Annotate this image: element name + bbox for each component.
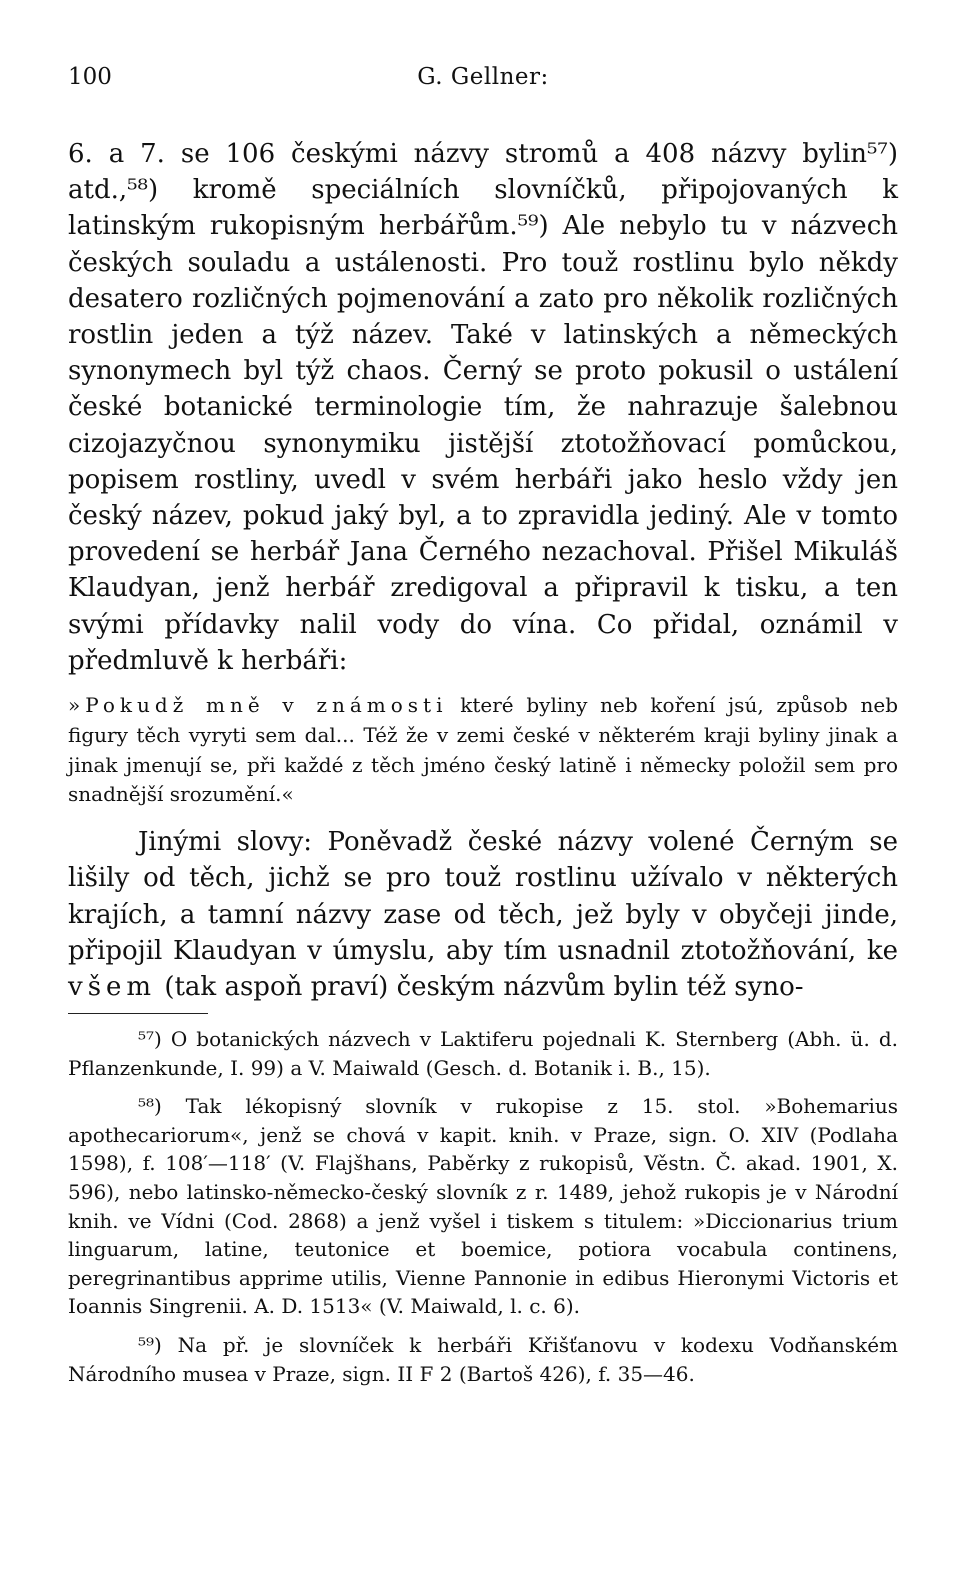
running-title: G. Gellner: [417,64,549,90]
paragraph-2-end: (tak aspoň praví) českým názvům bylin též syno- [156,972,804,1003]
footnote-58: ⁵⁸) Tak lékopisný slovník v rukopise z 15. stol. »Bohemarius apothecariorum«, jenž se chová v kapit. knih. v Praze, sign. O. XIV (Podlaha 1598), f. 108′—118′ (V. Flajšhans, Paběrky z rukopisů, Věstn. Č. akad. 1901, X. 596), nebo latinsko-německo-český slovník z r. 1489, jehož rukopis je v Národní knih. ve Vídni (Cod. 2868) a jenž vyšel i tiskem s titulem: »Diccionarius trium linguarum, latine, teutonice et boemice, potiora vocabula continens, peregrinantibus apprime utilis, Vienne Pannonie in edibus Hieronymi Victoris et Ioannis Singrenii. A. D. 1513« (V. Maiwald, l. c. 6). [68,1094,898,1319]
footnote-59: ⁵⁹) Na př. je slovníček k herbáři Křišťanovu v kodexu Vodňanském Národního musea v Praze, sign. II F 2 (Bartoš 426), f. 35—46. [68,1332,898,1386]
paragraph-2-emphasis: všem [68,972,157,1003]
quotation [68,691,898,810]
quote-paragraph [68,691,898,810]
footnote-separator [68,1013,208,1014]
paragraph-2 [68,824,898,1005]
footnote-57: ⁵⁷) O botanických názvech v Laktiferu pojednali K. Sternberg (Abh. ü. d. Pflanzenkunde, I. 99) a V. Maiwald (Gesch. d. Botanik i. B., 15). [68,1027,898,1080]
page-number: 100 [68,64,112,90]
paragraph-1: 6. a 7. se 106 českými názvy stromů a 408 názvy bylin⁵⁷) atd.,⁵⁸) kromě speciálních slovníčků, připojovaných k latinským rukopisným herbářům.⁵⁹) Ale nebylo tu v názvech českých souladu a ustálenosti. Pro touž rostlinu bylo někdy desatero rozličných pojmenování a zato pro několik rozličných rostlin jeden a týž název. Také v latinských a německých synonymech byl týž chaos. Černý se proto pokusil o ustálení české botanické terminologie tím, že nahrazuje šalebnou cizojazyčnou synonymiku jistější ztotožňovací pomůckou, popisem rostliny, uvedl v svém herbáři jako heslo vždy jen český název, pokud jaký byl, a to zpravidla jediný. Ale v tomto provedení se herbář Jana Černého nezachoval. Přišel Mikuláš Klaudyan, jenž herbář zredigoval a připravil k tisku, a ten svými přídavky nalil vody do vína. Co přidal, oznámil v předmluvě k herbáři: [68,139,898,676]
quote-text: které byliny neb koření jsú, způsob neb figury těch vyryti sem dal... Též že v zemi české v některém kraji byliny jinak a jinak jmenují se, při každé z těch jméno český latině i německy položil sem pro snadnější srozumění.« [68,693,898,807]
main-text [68,136,898,1005]
page-header [68,64,898,94]
paragraph-2-start: Jinými slovy: Poněvadž české názvy volené Černým se lišily od těch, jichž se pro touž rostlinu užívalo v některých krajích, a tamní názvy zase od těch, jež byly v obyčeji jinde, připojil Klaudyan v úmyslu, aby tím usnadnil ztotožňování, ke [68,827,898,966]
footnotes [68,1025,898,1398]
quote-emphasis: »Pokudž mně v známosti [68,693,448,718]
